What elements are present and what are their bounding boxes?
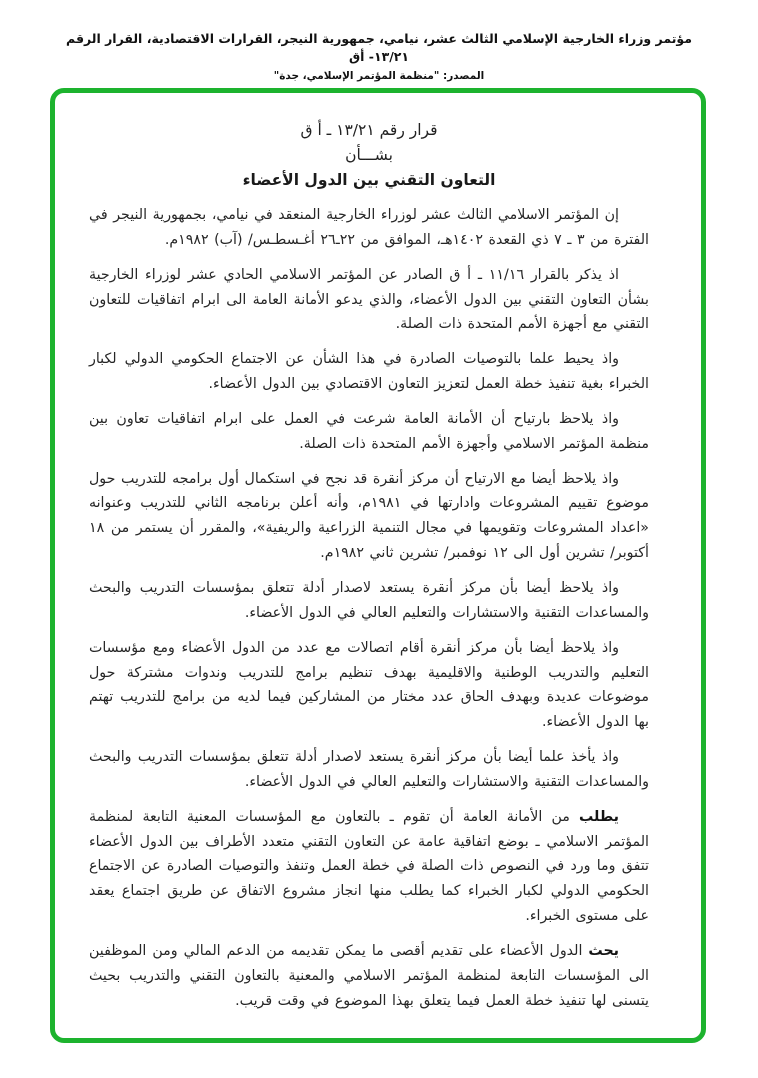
paragraph-5: واذ يلاحظ أيضا مع الارتياح أن مركز أنقرة قد نجح في استكمال أول برامجه للتدريب حول موضوع تقييم المشروعات وادارتها في ١٩٨١م، وأنه أعلن برنامجه الثاني للتدريب وعنوانه «اعداد المشروعات وتقويمها في مجال التنمية الزراعية والريفية»، والمقرر أن يستمر من ١٨ أكتوبر/ تشرين أول الى ١٢ نوفمبر/ تشرين ثاني ١٩٨٢م. bbox=[89, 470, 649, 562]
document-body bbox=[55, 93, 701, 1041]
paragraph-1: إن المؤتمر الاسلامي الثالث عشر لوزراء الخارجية المنعقد في نيامي، بجمهورية النيجر في الفترة من ٣ ـ ٧ ذي القعدة ١٤٠٢هـ، الموافق من ٢٢ـ٢٦ أغـسطـس/ (آب) ١٩٨٢م. bbox=[89, 207, 649, 248]
resolution-paragraphs bbox=[89, 203, 649, 1013]
paragraph-9: يطلب من الأمانة العامة أن تقوم ـ بالتعاون مع المؤسسات المعنية التابعة لمنظمة المؤتمر الاسلامي ـ بوضع اتفاقية عامة عن التعاون التقني متعدد الأطراف بين الدول الأعضاء تتفق وما ورد في النصوص ذات الصلة في خطة العمل وتنفذ والتوصيات الصادرة عن الاجتماع الحكومي الدولي لكبار الخبراء كما يطلب منها انجاز مشروع الاتفاق عن طريق اجتماع يعقد على مستوى الخبراء. bbox=[89, 808, 649, 925]
paragraph-2: اذ يذكر بالقرار ١١/١٦ ـ أ ق الصادر عن المؤتمر الاسلامي الحادي عشر لوزراء الخارجية بشأن التعاون التقني بين الدول الأعضاء، والذي يدعو الأمانة العامة الى ابرام اتفاقيات للتعاون التقني مع أجهزة الأمم المتحدة ذات الصلة. bbox=[89, 266, 649, 333]
paragraph-lead-word: يحث bbox=[588, 942, 619, 959]
resolution-subject: التعاون التقني بين الدول الأعضاء bbox=[242, 171, 496, 189]
paragraph-4: واذ يلاحظ بارتياح أن الأمانة العامة شرعت في العمل على ابرام اتفاقيات تعاون بين منظمة المؤتمر الاسلامي وأجهزة الأمم المتحدة ذات الصلة. bbox=[89, 410, 649, 452]
document-green-frame bbox=[50, 88, 706, 1043]
paragraph-8: واذ يأخذ علما أيضا بأن مركز أنقرة يستعد لاصدار أدلة تتعلق بمؤسسات التدريب والبحث والمساعدات التقنية والاستشارات والتعليم العالي في الدول الأعضاء. bbox=[89, 749, 649, 790]
document-header bbox=[0, 0, 758, 82]
paragraph-3: واذ يحيط علما بالتوصيات الصادرة في هذا الشأن عن الاجتماع الحكومي الدولي لكبار الخبراء بغية تنفيذ خطة العمل لتعزيز التعاون الاقتصادي بين الدول الأعضاء. bbox=[89, 351, 649, 393]
header-source-line: المصدر: "منظمة المؤتمر الإسلامي، جدة" bbox=[273, 70, 485, 82]
paragraph-lead-word: يطلب bbox=[579, 808, 619, 825]
resolution-regarding-label: بشـــأن bbox=[345, 146, 393, 164]
header-citation-line: مؤتمر وزراء الخارجية الإسلامي الثالث عشر، نيامي، جمهورية النيجر، القرارات الاقتصادية، القرار الرقم ١٣/٢١- أق bbox=[66, 31, 692, 64]
paragraph-6: واذ يلاحظ أيضا بأن مركز أنقرة يستعد لاصدار أدلة تتعلق بمؤسسات التدريب والبحث والمساعدات التقنية والاستشارات والتعليم العالي في الدول الأعضاء. bbox=[89, 579, 649, 621]
resolution-number: قرار رقم ١٣/٢١ ـ أ ق bbox=[300, 121, 438, 139]
paragraph-10: يحث الدول الأعضاء على تقديم أقصى ما يمكن تقديمه من الدعم المالي ومن الموظفين الى المؤسسات التابعة لمنظمة المؤتمر الاسلامي والمعنية بالتعاون التقني والتدريب بحيث يتسنى لها تنفيذ خطة العمل فيما يتعلق بهذا الموضوع في وقت قريب. bbox=[89, 942, 649, 1009]
resolution-title-block bbox=[89, 121, 649, 189]
paragraph-7: واذ يلاحظ أيضا بأن مركز أنقرة أقام اتصالات مع عدد من الدول الأعضاء ومع مؤسسات التعليم والتدريب الوطنية والاقليمية بهدف تنظيم برامج للتدريب وندوات مشتركة حول موضوعات عديدة وبهدف الحاق عدد مختار من المشاركين فيما لديه من برامج للتدريب تهتم بها الدول الأعضاء. bbox=[89, 639, 649, 731]
